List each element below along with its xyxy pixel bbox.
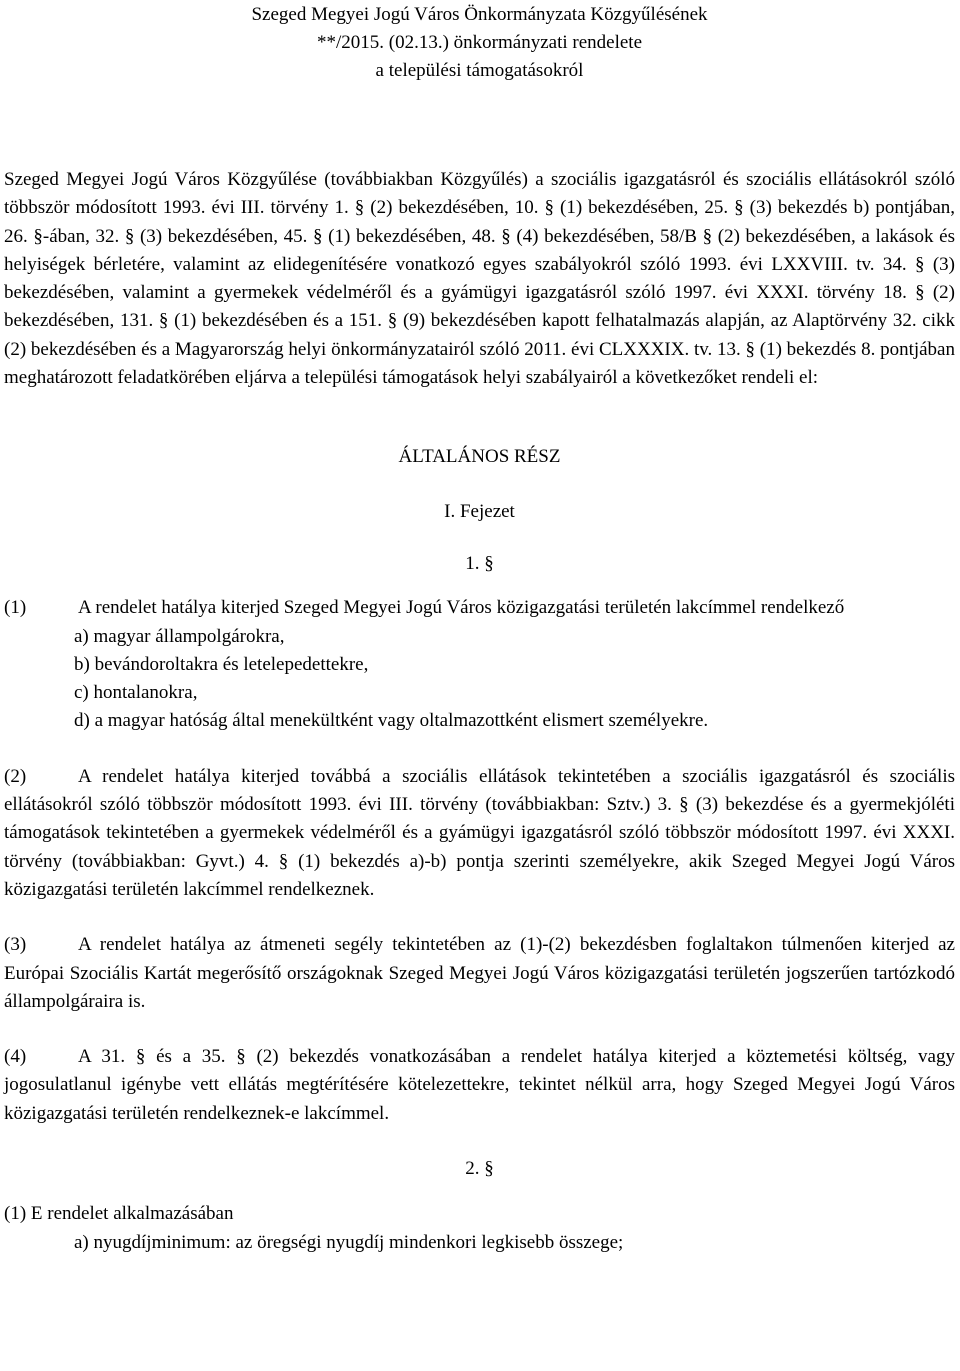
document-page [4, 1, 955, 1257]
document-title [4, 1, 955, 85]
section-1-paragraph-2 [4, 763, 955, 904]
paragraph-number: (3) [4, 934, 27, 956]
scope-list [4, 623, 955, 736]
section-1-paragraph-4 [4, 1043, 955, 1128]
paragraph-number: (4) [4, 1046, 27, 1068]
title-line-2: **/2015. (02.13.) önkormányzati rendelete [316, 32, 642, 53]
title-line-1: Szeged Megyei Jogú Város Önkormányzata Közgyűlésének [251, 4, 708, 25]
paragraph-number: (1) [4, 597, 27, 619]
section-2-heading: 2. § [465, 1158, 494, 1180]
list-item: c) hontalanokra, [74, 682, 198, 704]
list-item: d) a magyar hatóság által menekültként vagy oltalmazottként elismert személyekre. [74, 710, 709, 732]
preamble-paragraph: Szeged Megyei Jogú Város Közgyűlése (továbbiakban Közgyűlés) a szociális igazgatásról és szociális ellátásokról szóló többször módosított 1993. évi III. törvény 1. § (2) bekezdésében, 10. § (1) bekezdésében, 25. § (3) bekezdés b) pontjában, 26. §-ában, 32. § (3) bekezdésében, 45. § (1) bekezdésében, 48. § (4) bekezdésében, 58/B § (2) bekezdésében, a lakások és helyiségek bérletére, valamint az elidegenítésére vonatkozó egyes szabályokról szóló 1993. évi LXXVIII. tv. 34. § (3) bekezdésében, valamint a gyermekek védelméről és a gyámügyi igazgatásról szóló 1997. évi XXXI. törvény 18. § (2) bekezdésében, 131. § (1) bekezdésében és a 151. § (9) bekezdésében kapott felhatalmazás alapján, az Alaptörvény 32. cikk (2) bekezdésében és a Magyarország helyi önkormányzatairól szóló 2011. évi CLXXXIX. tv. 13. § (1) bekezdés 8. pontjában meghatározott feladatkörében eljárva a települési támogatások helyi szabályairól a következőket rendeli el: [4, 169, 955, 389]
paragraph-text: A 31. § és a 35. § (2) bekezdés vonatkozásában a rendelet hatálya kiterjed a köztemetési költség, vagy jogosulatlanul igénybe vett ellátás megtérítésére kötelezettekre, tekintet nélkül arra, hogy Szeged Megyei Jogú Város közigazgatási területén rendelkeznek-e lakcímmel. [4, 1046, 955, 1124]
section-1-heading: 1. § [465, 552, 494, 574]
list-item: a) magyar állampolgárokra, [74, 625, 285, 647]
paragraph-text: A rendelet hatálya kiterjed Szeged Megyei Jogú Város közigazgatási területén lakcímmel rendelkező [78, 597, 845, 619]
section-1-paragraph-3 [4, 931, 955, 1016]
list-item: b) bevándoroltakra és letelepedettekre, [74, 653, 369, 675]
paragraph-number: (2) [4, 765, 27, 787]
section-1-paragraph-1 [4, 594, 955, 622]
part-heading: ÁLTALÁNOS RÉSZ [398, 446, 561, 468]
definition-item-a: a) nyugdíjminimum: az öregségi nyugdíj mindenkori legkisebb összege; [74, 1231, 624, 1253]
section-2-paragraph-1: (1) E rendelet alkalmazásában [4, 1203, 234, 1225]
title-line-3: a települési támogatásokról [375, 60, 584, 81]
chapter-heading: I. Fejezet [444, 500, 515, 522]
paragraph-text: A rendelet hatálya az átmeneti segély tekintetében az (1)-(2) bekezdésben foglaltakon túlmenően kiterjed az Európai Szociális Kartát megerősítő országoknak Szeged Megyei Jogú Város közigazgatási területén jogszerűen tartózkodó állampolgáraira is. [4, 934, 955, 1012]
paragraph-text: A rendelet hatálya kiterjed továbbá a szociális ellátások tekintetében a szociális igazgatásról és szociális ellátásokról szóló többször módosított 1993. évi III. törvény (továbbiakban: Sztv.) 3. § (3) bekezdése és a gyermekjóléti támogatások tekintetében a gyermekek védelméről és a gyámügyi igazgatásról szóló többször módosított 1997. évi XXXI. törvény (továbbiakban: Gyvt.) 4. § (1) bekezdés a)-b) pontja szerinti személyekre, akik Szeged Megyei Jogú Város közigazgatási területén lakcímmel rendelkeznek. [4, 765, 955, 900]
